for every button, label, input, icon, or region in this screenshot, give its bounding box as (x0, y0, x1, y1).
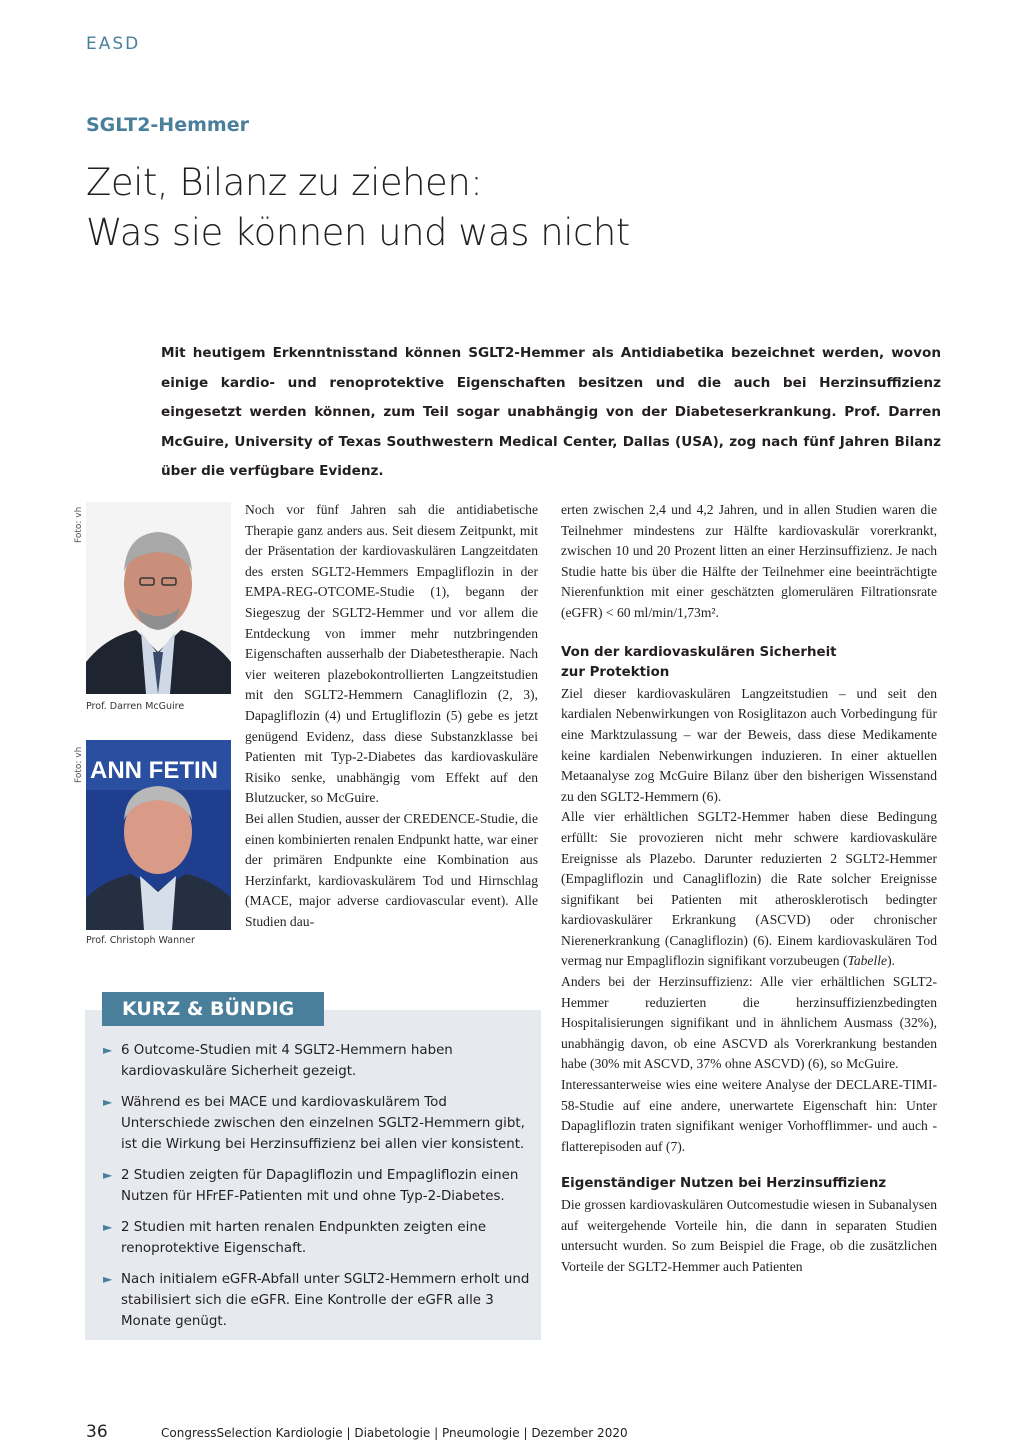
subheading-line: zur Protektion (561, 665, 670, 681)
paragraph-spacer (561, 1157, 937, 1174)
arrow-right-icon: ► (103, 1095, 113, 1109)
publication-footer: CongressSelection Kardiologie | Diabetologie | Pneumologie | Dezember 2020 (161, 1426, 628, 1440)
summary-item (103, 1092, 533, 1155)
body-paragraph: Noch vor fünf Jahren sah die antidiabetische Therapie ganz anders aus. Seit diesem Zeitpunkt, mit der Präsentation der kardiovaskulären Langzeitdaten des ersten SGLT2-Hemmers Empagliflozin in der EMPA-REG-OTCOME-Studie (1), begann der Siegeszug der SGLT2-Hemmer und vor allem die Entdeckung von immer mehr nutzbringenden Eigenschaften ausserhalb der Diabetestherapie. Nach vier weiteren plazebokontrollierten Langzeitstudien mit den SGLT2-Hemmern Canagliflozin (2, 3), Dapagliflozin (4) und Ertugliflozin (5) gebe es jetzt genügend Evidenz, dass diese Substanzklasse bei Patienten mit Typ-2-Diabetes das kardiovaskuläre Risiko senke, unabhängig vom Effekt auf den Blutzucker, so McGuire. (245, 502, 538, 806)
summary-item-text: 6 Outcome-Studien mit 4 SGLT2-Hemmern haben kardiovaskuläre Sicherheit gezeigt. (121, 1043, 453, 1079)
summary-item (103, 1040, 533, 1082)
body-paragraph: Interessanterweise wies eine weitere Analyse der DECLARE-TIMI-58-Studie auf eine andere, unerwartete Eigenschaft hin: Unter Dapagliflozin traten signifikant weniger Vorhofflimmer- und auch -flatterepisoden auf (7). (561, 1077, 937, 1154)
background-banner-text: ANN FETIN (90, 757, 218, 784)
article-lead: Mit heutigem Erkenntnisstand können SGLT2-Hemmer als Antidiabetika bezeichnet werden, wovon einige kardio- und renoprotektive Eigenschaften besitzen und die auch bei Herzinsuffizienz eingesetzt werden können, zum Teil sogar unabhängig von der Diabeteserkrankung. Prof. Darren McGuire, University of Texas Southwestern Medical Center, Dallas (USA), zog nach fünf Jahren Bilanz über die verfügbare Evidenz. (161, 345, 941, 479)
body-paragraph: Ziel dieser kardiovaskulären Langzeitstudien – und seit den kardialen Nebenwirkungen von Rosiglitazon auch Vorbedingung für eine Marktzulassung – war der Beweis, dass diese Medikamente keine kardialen Nebenwirkungen induzieren. In einer aktuellen Metaanalyse zog McGuire Bilanz über den bisherigen Wissenstand zu den SGLT2-Hemmern (6). (561, 685, 937, 804)
subheading-protection (561, 643, 937, 684)
body-column-1 (245, 500, 538, 932)
portrait-photo-wanner (86, 740, 231, 930)
summary-box (85, 1010, 541, 1340)
arrow-right-icon: ► (103, 1272, 113, 1286)
arrow-right-icon: ► (103, 1168, 113, 1182)
body-paragraph: erten zwischen 2,4 und 4,2 Jahren, und in allen Studien waren die Teilnehmer mindestens zur Hälfte kardiovaskulär vorerkrankt, zwischen 10 und 20 Prozent litten an einer Herzinsuffizienz. Je nach Studie hatte bis über die Hälfte der Teilnehmer eine beeinträchtigte Nierenfunktion mit einer geschätzten glomerulären Filtrationsrate (eGFR) < 60 ml/min/1,73m². (561, 502, 937, 620)
body-paragraph: Bei allen Studien, ausser der CREDENCE-Studie, die einen kombinierten renalen Endpunkt hatte, war einer der primären Endpunkte eine Kombination aus Herzinfarkt, kardiovaskulärem Tod und Hirnschlag (MACE, major adverse cardiovascular event). Alle Studien dau- (245, 810, 538, 929)
body-text: ). (887, 953, 895, 969)
summary-item-text: 2 Studien mit harten renalen Endpunkten zeigten eine renoprotektive Eigenschaft. (121, 1220, 487, 1256)
summary-item (103, 1269, 533, 1332)
body-paragraph (561, 807, 937, 972)
summary-item (103, 1217, 533, 1259)
article-kicker: SGLT2-Hemmer (86, 114, 249, 136)
summary-box-title: KURZ & BÜNDIG (102, 992, 324, 1026)
photo-credit: Foto: vh (74, 506, 84, 543)
body-paragraph: Die grossen kardiovaskulären Outcomestudie wiesen in Subanalysen auf weitergehende Vorteile hin, die dann in separaten Studien untersucht wurden. So zum Beispiel die Frage, ob die zusätzlichen Vorteile der SGLT2-Hemmer auch Patienten (561, 1197, 937, 1274)
summary-list (103, 1040, 533, 1342)
portrait-photo-mcguire (86, 502, 231, 694)
paragraph-spacer (561, 624, 937, 643)
photo-credit: Foto: vh (74, 746, 84, 783)
summary-item-text: 2 Studien zeigten für Dapagliflozin und Empagliflozin einen Nutzen für HFrEF-Patienten mit und ohne Typ-2-Diabetes. (121, 1168, 519, 1204)
body-text: Alle vier erhältlichen SGLT2-Hemmer haben diese Bedingung erfüllt: Sie provozieren nicht mehr schwere kardiovaskuläre Ereignisse als Plazebo. Darunter reduzierten 2 SGLT2-Hemmer (Empagliflozin und Canagliflozin) die Rate solcher Ereignisse signifikant bei Patienten mit atherosklerotisch bedingter kardiovaskulärer Erkrankung (ASCVD) oder chronischer Nierenerkrankung (Canagliflozin) (6). Einem kardiovaskulären Tod vermag nur Empagliflozin signifikant vorzubeugen ( (561, 809, 937, 969)
subheading-heart-failure: Eigenständiger Nutzen bei Herzinsuffizienz (561, 1176, 887, 1192)
summary-item-text: Nach initialem eGFR-Abfall unter SGLT2-Hemmern erholt und stabilisiert sich die eGFR. Eine Kontrolle der eGFR alle 3 Monate genügt. (121, 1272, 530, 1329)
portrait-wanner-image (86, 740, 231, 930)
body-paragraph: Anders bei der Herzinsuffizienz: Alle vier erhältlichen SGLT2-Hemmer reduzierten die herzinsuffizienzbedingten Hospitalisierungen signifikant und in ähnlichem Ausmass (32%), unabhängig davon, ob eine ASCVD als Vorerkrankung bestanden habe (30% mit ASCVD, 37% ohne ASCVD) (6), so McGuire. (561, 974, 937, 1072)
subheading-line: Von der kardiovaskulären Sicherheit (561, 644, 837, 660)
article-title-line-2: Was sie können und was nicht (86, 211, 630, 254)
photo-caption: Prof. Darren McGuire (86, 701, 185, 712)
summary-item (103, 1165, 533, 1207)
summary-item-text: Während es bei MACE und kardiovaskulärem Tod Unterschiede zwischen den einzelnen SGLT2-Hemmern gibt, ist die Wirkung bei Herzinsuffizienz bei allen vier konsistent. (121, 1095, 525, 1152)
article-title-line-1: Zeit, Bilanz zu ziehen: (86, 161, 483, 204)
body-column-2 (561, 500, 937, 1277)
page-number: 36 (86, 1422, 108, 1442)
table-reference: Tabelle (847, 953, 888, 969)
photo-caption: Prof. Christoph Wanner (86, 935, 195, 946)
portrait-mcguire-image (86, 502, 231, 694)
article-title (86, 158, 630, 258)
arrow-right-icon: ► (103, 1043, 113, 1057)
arrow-right-icon: ► (103, 1220, 113, 1234)
section-label: EASD (86, 34, 141, 54)
